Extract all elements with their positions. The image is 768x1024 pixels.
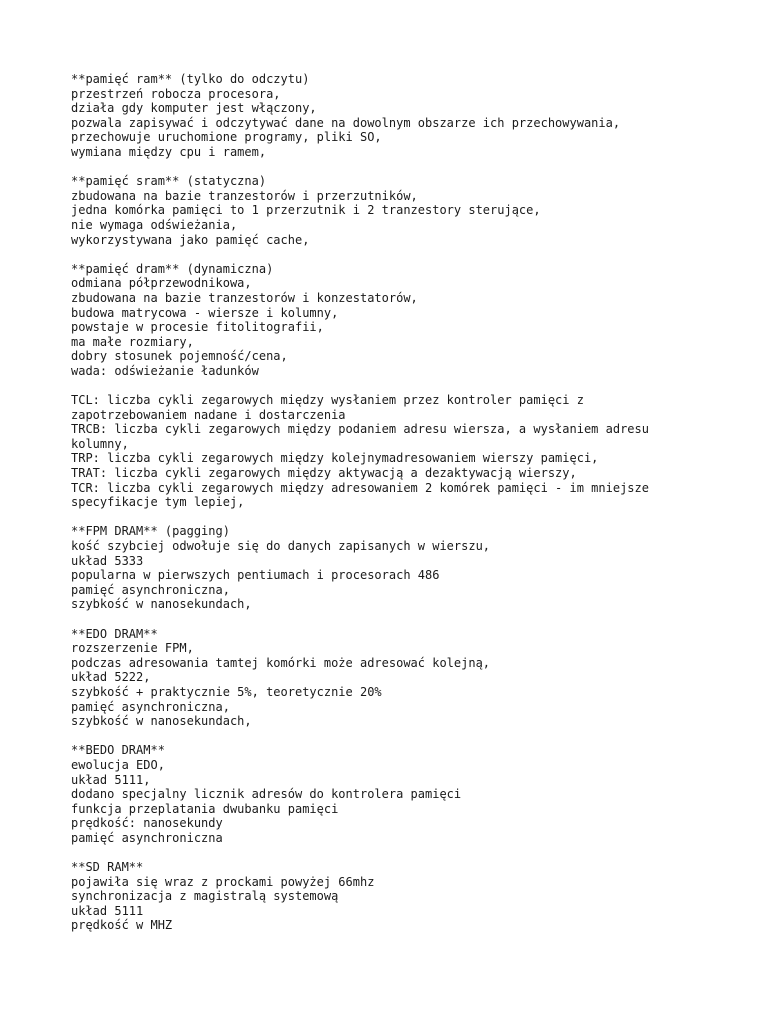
text-line: układ 5222, [71, 670, 151, 685]
text-line: jedna komórka pamięci to 1 przerzutnik i 2 tranzestory sterujące, [71, 203, 541, 218]
text-line: powstaje w procesie fitolitografii, [71, 320, 324, 335]
text-line: prędkość: nanosekundy [71, 816, 223, 831]
text-line: przechowuje uruchomione programy, pliki SO, [71, 130, 382, 145]
text-line: zbudowana na bazie tranzestorów i przerzutników, [71, 188, 418, 203]
text-line: odmiana półprzewodnikowa, [71, 276, 252, 291]
block-heading-line: **BEDO DRAM** [71, 743, 165, 758]
text-line: szybkość + praktycznie 5%, teoretycznie 20% [71, 684, 382, 699]
text-block [71, 743, 711, 845]
text-line: funkcja przeplatania dwubanku pamięci [71, 801, 339, 816]
text-line: specyfikacje tym lepiej, [71, 495, 245, 510]
text-line: budowa matrycowa - wiersze i kolumny, [71, 305, 339, 320]
text-line: kolumny, [71, 436, 129, 451]
text-line: prędkość w MHZ [71, 918, 173, 933]
text-line: szybkość w nanosekundach, [71, 597, 252, 612]
text-line: szybkość w nanosekundach, [71, 714, 252, 729]
text-line: pamięć asynchroniczna, [71, 582, 230, 597]
text-line: ma małe rozmiary, [71, 334, 194, 349]
text-line: TRAT: liczba cykli zegarowych między aktywacją a dezaktywacją wierszy, [71, 466, 577, 481]
text-line: układ 5333 [71, 553, 144, 568]
text-block [71, 174, 711, 247]
text-block [71, 262, 711, 379]
text-line: nie wymaga odświeżania, [71, 217, 238, 232]
text-line: działa gdy komputer jest włączony, [71, 101, 317, 116]
text-line: synchronizacja z magistralą systemową [71, 889, 339, 904]
text-line: przestrzeń robocza procesora, [71, 86, 281, 101]
text-line: TRCB: liczba cykli zegarowych między podaniem adresu wiersza, a wysłaniem adresu [71, 422, 649, 437]
text-line: pozwala zapisywać i odczytywać dane na dowolnym obszarze ich przechowywania, [71, 115, 621, 130]
block-heading-line: **FPM DRAM** (pagging) [71, 524, 230, 539]
text-line: zbudowana na bazie tranzestorów i konzestatorów, [71, 290, 418, 305]
block-heading-line: TCL: liczba cykli zegarowych między wysłaniem przez kontroler pamięci z [71, 393, 584, 408]
text-line: układ 5111 [71, 903, 144, 918]
text-line: popularna w pierwszych pentiumach i procesorach 486 [71, 568, 440, 583]
text-line: pamięć asynchroniczna, [71, 699, 230, 714]
block-heading-line: **SD RAM** [71, 860, 144, 875]
text-line: dobry stosunek pojemność/cena, [71, 349, 288, 364]
text-block [71, 393, 711, 510]
block-heading-line: **pamięć sram** (statyczna) [71, 174, 267, 189]
text-line: pamięć asynchroniczna [71, 830, 223, 845]
text-line: pojawiła się wraz z prockami powyżej 66mhz [71, 874, 375, 889]
text-line: kość szybciej odwołuje się do danych zapisanych w wierszu, [71, 539, 491, 553]
text-line: wykorzystywana jako pamięć cache, [71, 232, 310, 247]
text-block [71, 860, 711, 933]
text-line: TCR: liczba cykli zegarowych między adresowaniem 2 komórek pamięci - im mniejsze [71, 480, 649, 495]
block-heading-line: **EDO DRAM** [71, 626, 158, 641]
text-line: dodano specjalny licznik adresów do kontrolera pamięci [71, 787, 462, 802]
text-line: podczas adresowania tamtej komórki może adresować kolejną, [71, 655, 491, 670]
text-block [71, 627, 711, 729]
block-heading-line: **pamięć ram** (tylko do odczytu) [71, 72, 310, 86]
document-content [71, 72, 711, 948]
text-line: zapotrzebowaniem nadane i dostarczenia [71, 407, 346, 422]
text-block [71, 72, 711, 160]
text-line: układ 5111, [71, 772, 151, 787]
text-line: wymiana między cpu i ramem, [71, 144, 267, 159]
text-line: wada: odświeżanie ładunków [71, 363, 259, 378]
text-line: rozszerzenie FPM, [71, 641, 194, 656]
block-heading-line: **pamięć dram** (dynamiczna) [71, 261, 274, 276]
text-line: TRP: liczba cykli zegarowych między kolejnymadresowaniem wierszy pamięci, [71, 451, 599, 466]
text-block [71, 524, 711, 612]
text-line: ewolucja EDO, [71, 757, 165, 772]
